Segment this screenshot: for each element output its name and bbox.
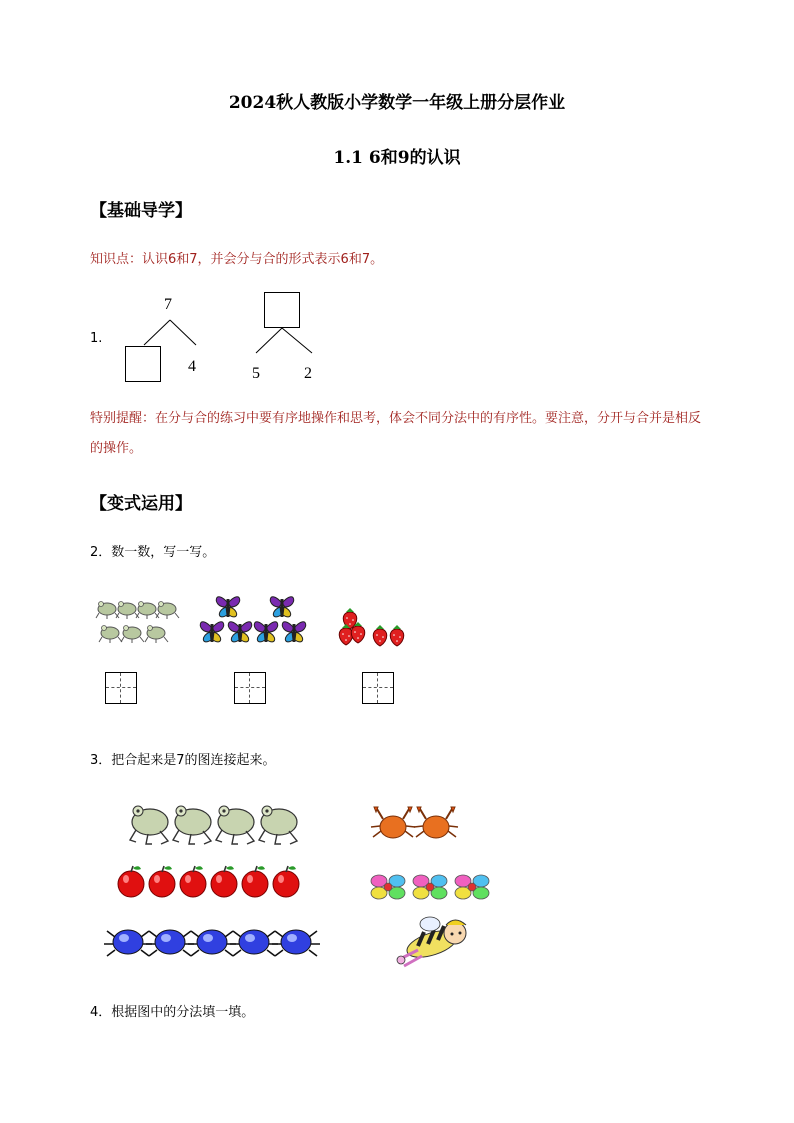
tree2-answer-box[interactable] bbox=[264, 292, 300, 328]
q2-answer-box-frogs[interactable] bbox=[105, 672, 137, 704]
bee-figure bbox=[397, 917, 466, 966]
section-heading-practice: 【变式运用】 bbox=[90, 494, 192, 514]
tree1-top-number: 7 bbox=[164, 296, 172, 313]
tree1-right-number: 4 bbox=[188, 358, 196, 375]
question-3-text: 3．把合起来是7的图连接起来。 bbox=[90, 753, 276, 768]
tree1-answer-box[interactable] bbox=[125, 346, 161, 382]
tree2-right-number: 2 bbox=[304, 365, 312, 382]
lesson-subtitle: 1.1 6和9的认识 bbox=[333, 148, 461, 168]
section-heading-basic: 【基础导学】 bbox=[90, 201, 192, 221]
tree2-left-number: 5 bbox=[252, 365, 260, 382]
question-1-label: 1. bbox=[90, 331, 103, 346]
page-title: 2024秋人教版小学数学一年级上册分层作业 bbox=[228, 93, 566, 113]
knowledge-point: 知识点：认识6和7，并会分与合的形式表示6和7。 bbox=[90, 252, 384, 267]
special-tip: 特别提醒：在分与合的练习中要有序地操作和思考，体会不同分法中的有序性。要注意，分开与合并是相反的操作。 bbox=[90, 411, 702, 456]
question-4-text: 4．根据图中的分法填一填。 bbox=[90, 1005, 255, 1020]
q2-answer-box-strawberries[interactable] bbox=[362, 672, 394, 704]
question-2-text: 2．数一数，写一写。 bbox=[90, 545, 216, 560]
q2-answer-box-butterflies[interactable] bbox=[234, 672, 266, 704]
